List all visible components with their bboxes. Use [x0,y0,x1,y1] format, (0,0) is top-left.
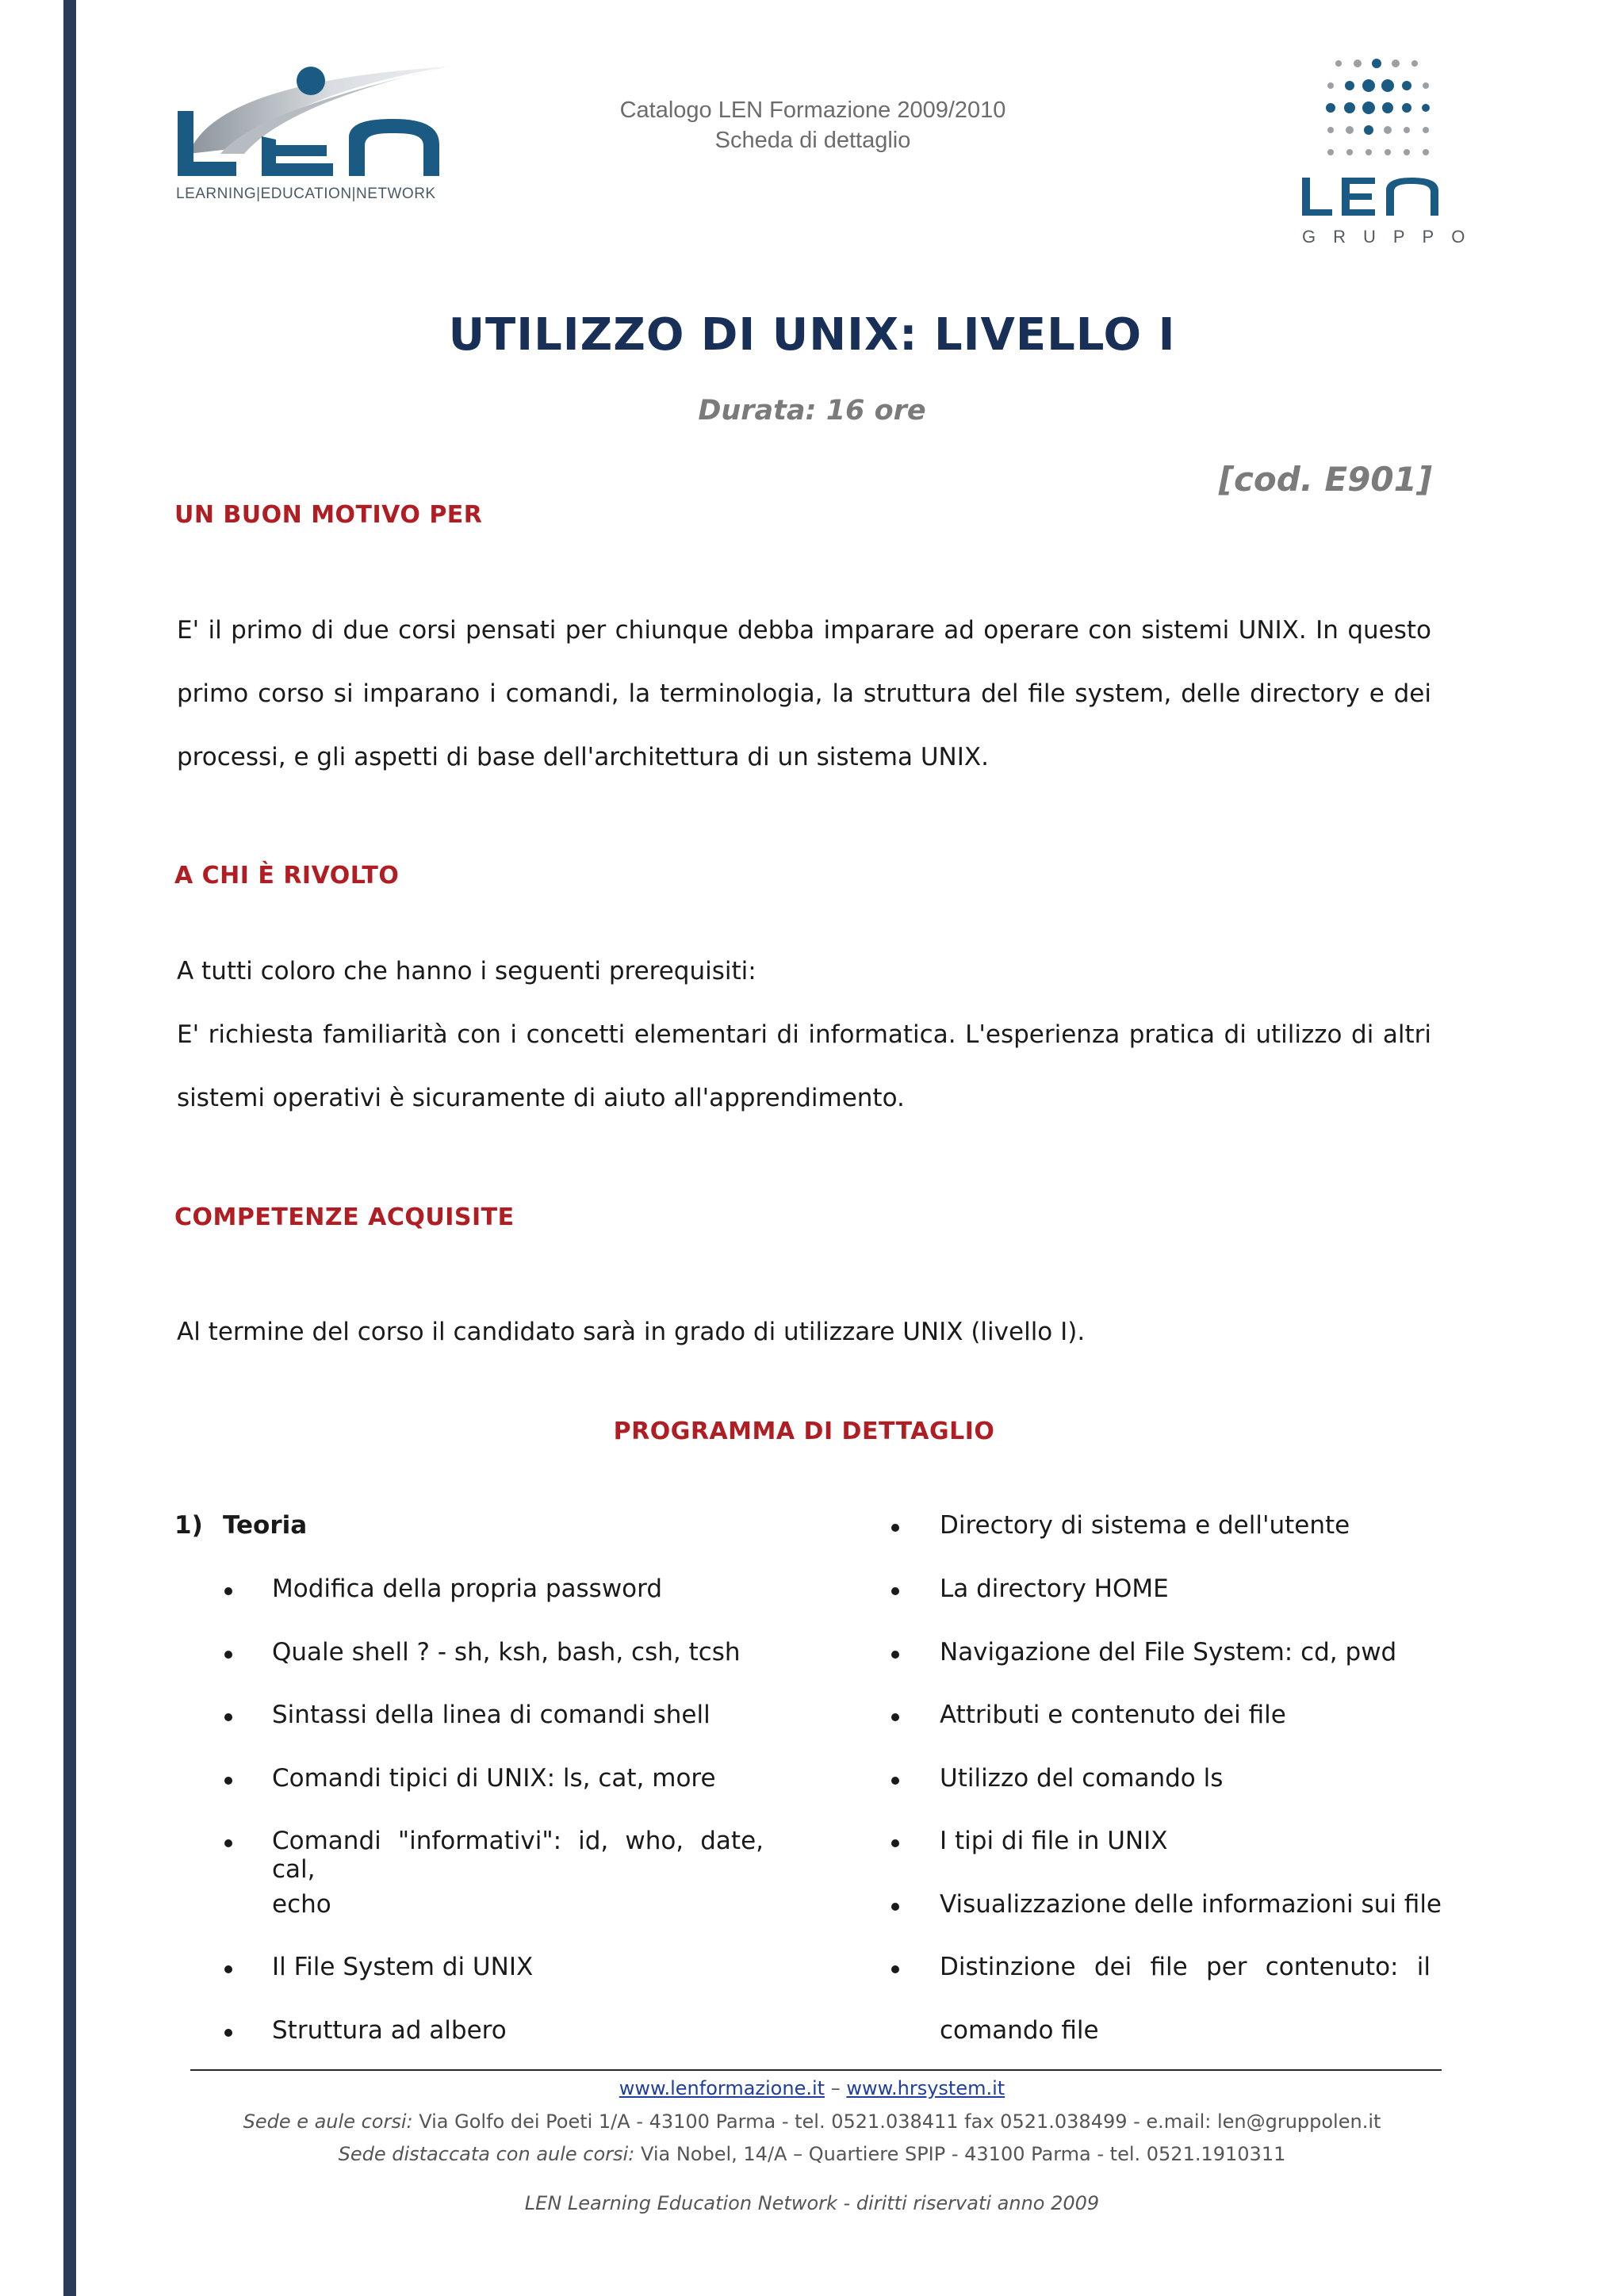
footer-address-text: Via Golfo dei Poeti 1/A - 43100 Parma - tel. 0521.038411 fax 0521.038499 - e.mail: len@gruppolen.it [419,2110,1381,2133]
footer-divider [190,2069,1442,2071]
section-heading-programma: PROGRAMMA DI DETTAGLIO [613,1418,995,1445]
bullet-icon [224,1651,232,1659]
programme-module-title: Teoria [223,1511,308,1540]
list-item-text: La directory HOME [940,1575,1169,1603]
list-item-text: Quale shell ? - sh, ksh, bash, csh, tcsh [272,1638,741,1667]
section-heading-motivo: UN BUON MOTIVO PER [174,501,483,529]
bullet-icon [891,1524,899,1532]
footer-address-secondary [0,2143,1624,2165]
bullet-icon [891,1965,899,1973]
footer-rights [0,2192,1624,2214]
bullet-icon [891,1713,899,1721]
bullet-icon [891,1651,899,1659]
footer-link-hrsystem[interactable]: www.hrsystem.it [846,2077,1005,2099]
len-gruppo-logo [1293,51,1483,257]
section-text-rivolto: E' richiesta familiarità con i concetti elementari di informatica. L'esperienza pratica di utilizzo di altri sistemi operativi è sicuramente di aiuto all'apprendimento. [177,1020,1431,1112]
list-item-text: Modifica della propria password [272,1575,663,1603]
bullet-icon [891,1777,899,1785]
list-item-text: Directory di sistema e dell'utente [940,1511,1350,1540]
list-item-text: Utilizzo del comando ls [940,1764,1224,1793]
section-text-competenze: Al termine del corso il candidato sarà in grado di utilizzare UNIX (livello I). [177,1318,1086,1346]
gruppo-wordmark: GRUPPO [1302,227,1483,247]
programme-module-number: 1) [174,1511,203,1540]
section-heading-rivolto: A CHI È RIVOLTO [174,862,400,890]
section-heading-competenze: COMPETENZE ACQUISITE [174,1203,515,1231]
list-item-text: Distinzione dei file per contenuto: il [940,1953,1431,1981]
list-item-text: Visualizzazione delle informazioni sui file [940,1890,1442,1919]
list-item [224,1827,764,1884]
list-item-text: Comandi tipici di UNIX: ls, cat, more [272,1764,716,1793]
footer-secondary-text: Via Nobel, 14/A – Quartiere SPIP - 43100 Parma - tel. 0521.1910311 [640,2143,1286,2165]
section-intro-rivolto: A tutti coloro che hanno i seguenti prerequisiti: [177,957,756,985]
bullet-icon [224,1777,232,1785]
bullet-icon [224,1839,232,1847]
bullet-icon [891,1587,899,1595]
list-item-text: Navigazione del File System: cd, pwd [940,1638,1397,1667]
footer-link-separator: – [830,2077,841,2099]
course-duration: Durata: 16 ore [698,395,926,427]
footer-address-label: Sede e aule corsi: [243,2110,413,2133]
footer-rights-text: LEN Learning Education Network - diritti riservati anno 2009 [524,2192,1100,2214]
list-item-text: Comandi "informativi": id, who, date, cal, [272,1827,764,1884]
section-text-motivo: E' il primo di due corsi pensati per chiunque debba imparare ad operare con sistemi UNIX. In questo primo corso si imparano i comandi, la terminologia, la struttura del file system, delle directory e dei processi, e gli aspetti di base dell'architettura di un sistema UNIX. [177,616,1431,771]
bullet-icon [224,1965,232,1973]
catalog-subtitle: Scheda di dettaglio [714,128,911,153]
footer-secondary-label: Sede distaccata con aule corsi: [338,2143,635,2165]
list-item [891,1953,1431,1988]
len-logo [174,60,460,211]
footer-links [0,2077,1624,2099]
course-title: UTILIZZO DI UNIX: LIVELLO I [448,309,1176,361]
len-logo-tagline: LEARNING|EDUCATION|NETWORK [176,186,436,202]
list-item-continuation: comando file [940,2016,1099,2045]
bullet-icon [224,1587,232,1595]
bullet-icon [224,1713,232,1721]
gruppo-dot-grid-icon [1293,51,1475,221]
bullet-icon [891,1839,899,1847]
len-logo-mark [174,60,460,187]
course-code: [cod. E901] [1218,460,1432,499]
footer-link-lenformazione[interactable]: www.lenformazione.it [619,2077,825,2099]
list-item-text: Struttura ad albero [272,2016,507,2045]
footer-address-main [0,2110,1624,2133]
bullet-icon [891,1903,899,1911]
bullet-icon [224,2029,232,2037]
list-item-text: I tipi di file in UNIX [940,1827,1168,1855]
list-item-continuation: echo [272,1890,331,1919]
list-item-text: Attributi e contenuto dei file [940,1701,1286,1729]
catalog-title: Catalogo LEN Formazione 2009/2010 [619,98,1006,123]
header-caption [515,95,1110,155]
list-item-text: Sintassi della linea di comandi shell [272,1701,710,1729]
list-item-text: Il File System di UNIX [272,1953,534,1981]
